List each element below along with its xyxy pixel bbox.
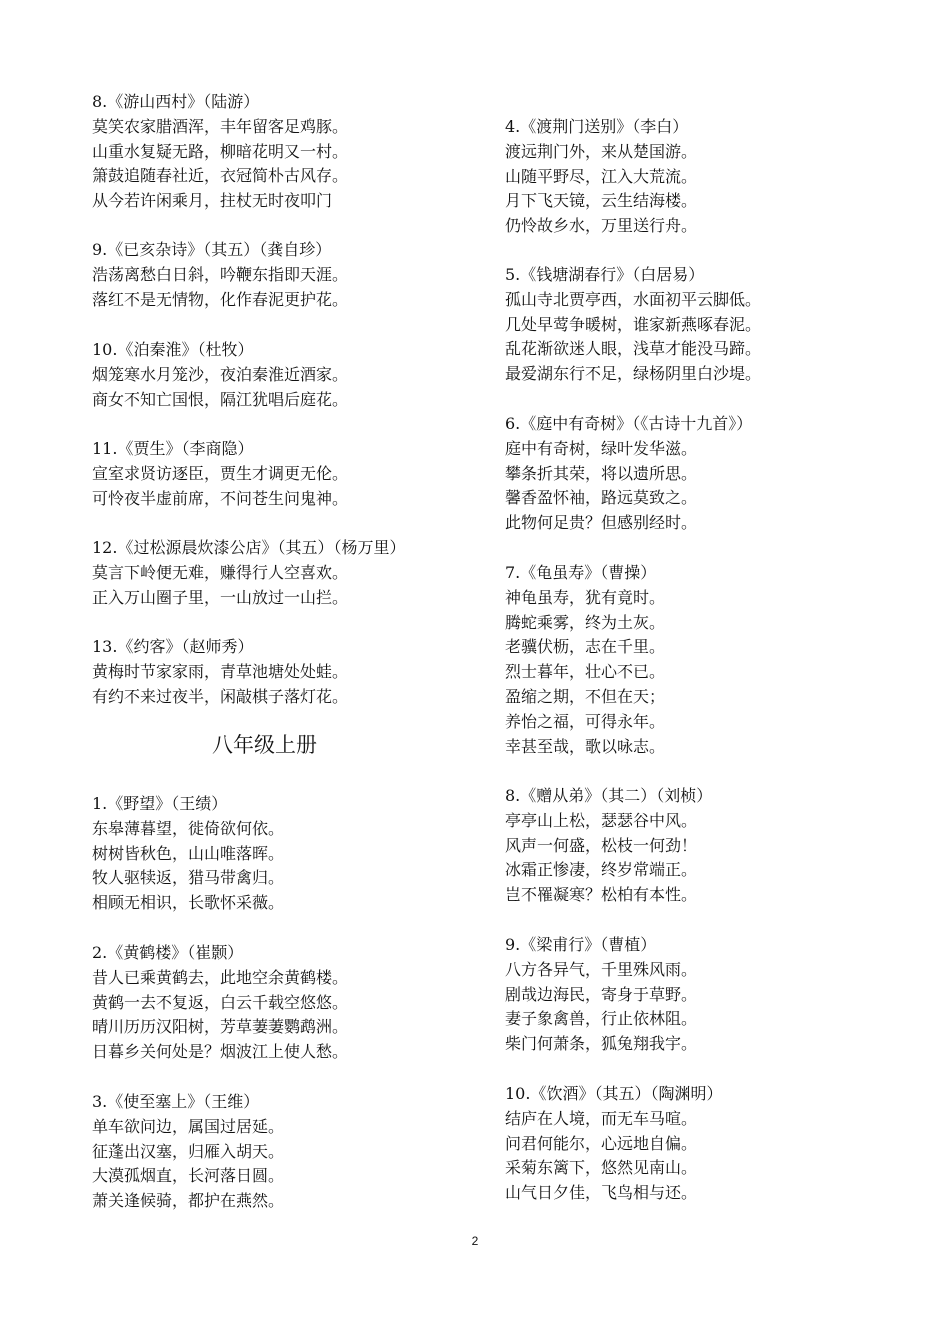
- poem-line: 此物何足贵？但感别经时。: [505, 513, 698, 533]
- poem-title: 2.《黄鹤楼》（崔颢）: [92, 943, 244, 962]
- poem-line: 晴川历历汉阳树，芳草萋萋鹦鹉洲。: [92, 1017, 349, 1037]
- poem-line: 征蓬出汉塞，归雁入胡天。: [92, 1141, 285, 1161]
- poem-line: 幸甚至哉，歌以咏志。: [505, 736, 666, 756]
- poem-title: 6.《庭中有奇树》（《古诗十九首》）: [505, 414, 753, 433]
- poem-title: 1.《野望》（王绩）: [92, 794, 228, 813]
- poem-line: 烟笼寒水月笼沙，夜泊秦淮近酒家。: [92, 364, 349, 384]
- poem-line: 馨香盈怀袖，路远莫致之。: [505, 488, 698, 508]
- poem-line: 渡远荆门外，来从楚国游。: [505, 141, 698, 161]
- poem-line: 可怜夜半虚前席，不问苍生问鬼神。: [92, 488, 349, 508]
- poem-yue-ke: [92, 635, 512, 709]
- poem-title: 8.《游山西村》（陆游）: [92, 92, 260, 111]
- poem-du-jingmen: [505, 115, 925, 239]
- poem-line: 孤山寺北贾亭西，水面初平云脚低。: [505, 289, 762, 309]
- poem-ye-wang: [92, 792, 512, 916]
- poem-qiantang-hu: [505, 263, 925, 387]
- poem-line: 剧哉边海民，寄身于草野。: [505, 984, 698, 1004]
- poem-line: 神龟虽寿，犹有竟时。: [505, 587, 666, 607]
- poem-line: 八方各异气，千里殊风雨。: [505, 959, 698, 979]
- poem-line: 黄鹤一去不复返，白云千载空悠悠。: [92, 992, 349, 1012]
- poem-gui-sui-shou: [505, 561, 925, 759]
- poem-jihai-zashi: [92, 238, 512, 312]
- poem-line: 养怡之福，可得永年。: [505, 711, 666, 731]
- poem-line: 山随平野尽，江入大荒流。: [505, 166, 698, 186]
- poem-title: 4.《渡荆门送别》（李白）: [505, 117, 689, 136]
- poem-line: 几处早莺争暖树，谁家新燕啄春泥。: [505, 314, 762, 334]
- poem-title: 8.《赠从弟》（其二）（刘桢）: [505, 786, 713, 805]
- poem-line: 正入万山圈子里，一山放过一山拦。: [92, 587, 349, 607]
- poem-yin-jiu: [505, 1082, 925, 1206]
- poem-title: 13.《约客》（赵师秀）: [92, 637, 254, 656]
- poem-title: 9.《已亥杂诗》（其五）（龚自珍）: [92, 240, 332, 259]
- poem-line: 萧关逢候骑，都护在燕然。: [92, 1191, 285, 1211]
- poem-line: 东皋薄暮望，徙倚欲何依。: [92, 818, 285, 838]
- poem-line: 攀条折其荣，将以遗所思。: [505, 463, 698, 483]
- poem-line: 柴门何萧条，狐兔翔我宇。: [505, 1034, 698, 1054]
- poem-line: 浩荡离愁白日斜，吟鞭东指即天涯。: [92, 264, 349, 284]
- poem-title: 10.《饮酒》（其五）（陶渊明）: [505, 1084, 723, 1103]
- poem-line: 箫鼓追随春社近，衣冠简朴古风存。: [92, 166, 349, 186]
- poem-title: 12.《过松源晨炊漆公店》（其五）（杨万里）: [92, 538, 406, 557]
- poem-line: 日暮乡关何处是？烟波江上使人愁。: [92, 1042, 349, 1062]
- poem-title: 5.《钱塘湖春行》（白居易）: [505, 265, 705, 284]
- poem-line: 妻子象禽兽，行止依林阻。: [505, 1009, 698, 1029]
- poem-jia-sheng: [92, 437, 512, 511]
- section-heading: 八年级上册: [212, 733, 317, 757]
- poem-line: 仍怜故乡水，万里送行舟。: [505, 216, 698, 236]
- poem-liangfu-xing: [505, 933, 925, 1057]
- poem-title: 10.《泊秦淮》（杜牧）: [92, 340, 254, 359]
- poem-line: 岂不罹凝寒？松柏有本性。: [505, 885, 698, 905]
- poem-line: 问君何能尔，心远地自偏。: [505, 1133, 698, 1153]
- poem-line: 落红不是无情物，化作春泥更护花。: [92, 289, 349, 309]
- poem-tingzhong-qishu: [505, 412, 925, 536]
- poem-line: 宣室求贤访逐臣，贾生才调更无伦。: [92, 463, 349, 483]
- poem-line: 月下飞天镜，云生结海楼。: [505, 191, 698, 211]
- poem-line: 牧人驱犊返，猎马带禽归。: [92, 868, 285, 888]
- poem-line: 大漠孤烟直，长河落日圆。: [92, 1166, 285, 1186]
- poem-line: 冰霜正惨凄，终岁常端正。: [505, 860, 698, 880]
- poem-line: 莫言下岭便无难，赚得行人空喜欢。: [92, 562, 349, 582]
- poem-line: 黄梅时节家家雨，青草池塘处处蛙。: [92, 661, 349, 681]
- poem-line: 亭亭山上松，瑟瑟谷中风。: [505, 810, 698, 830]
- poem-line: 山气日夕佳，飞鸟相与还。: [505, 1183, 698, 1203]
- poem-line: 烈士暮年，壮心不已。: [505, 662, 666, 682]
- poem-line: 山重水复疑无路，柳暗花明又一村。: [92, 141, 349, 161]
- poem-line: 从今若许闲乘月，拄杖无时夜叩门: [92, 191, 333, 211]
- poem-title: 9.《梁甫行》（曹植）: [505, 935, 657, 954]
- page-number: 2: [471, 1234, 479, 1248]
- poem-huanghe-lou: [92, 941, 512, 1065]
- poem-line: 采菊东篱下，悠然见南山。: [505, 1158, 698, 1178]
- poem-line: 腾蛇乘雾，终为土灰。: [505, 612, 666, 632]
- poem-line: 最爱湖东行不足，绿杨阴里白沙堤。: [505, 364, 762, 384]
- poem-line: 盈缩之期，不但在天；: [505, 686, 666, 706]
- poem-line: 昔人已乘黄鹤去，此地空余黄鹤楼。: [92, 967, 349, 987]
- poem-title: 3.《使至塞上》（王维）: [92, 1092, 260, 1111]
- poem-line: 单车欲问边，属国过居延。: [92, 1116, 285, 1136]
- poem-title: 11.《贾生》（李商隐）: [92, 439, 254, 458]
- poem-you-shanxi-cun: [92, 90, 512, 214]
- poem-line: 有约不来过夜半，闲敲棋子落灯花。: [92, 686, 349, 706]
- poem-guo-songyuan: [92, 536, 512, 610]
- poem-title: 7.《龟虽寿》（曹操）: [505, 563, 657, 582]
- poem-bo-qinhuai: [92, 338, 512, 412]
- poem-line: 相顾无相识，长歌怀采薇。: [92, 893, 285, 913]
- poem-line: 老骥伏枥，志在千里。: [505, 637, 666, 657]
- poem-line: 树树皆秋色，山山唯落晖。: [92, 843, 285, 863]
- poem-line: 庭中有奇树，绿叶发华滋。: [505, 438, 698, 458]
- poem-line: 乱花渐欲迷人眼，浅草才能没马蹄。: [505, 339, 762, 359]
- poem-shi-zhi-saishang: [92, 1090, 512, 1214]
- poem-zeng-congdi: [505, 784, 925, 908]
- poem-line: 商女不知亡国恨，隔江犹唱后庭花。: [92, 389, 349, 409]
- poem-line: 结庐在人境，而无车马喧。: [505, 1108, 698, 1128]
- poem-line: 风声一何盛，松枝一何劲！: [505, 835, 698, 855]
- poem-line: 莫笑农家腊酒浑，丰年留客足鸡豚。: [92, 116, 349, 136]
